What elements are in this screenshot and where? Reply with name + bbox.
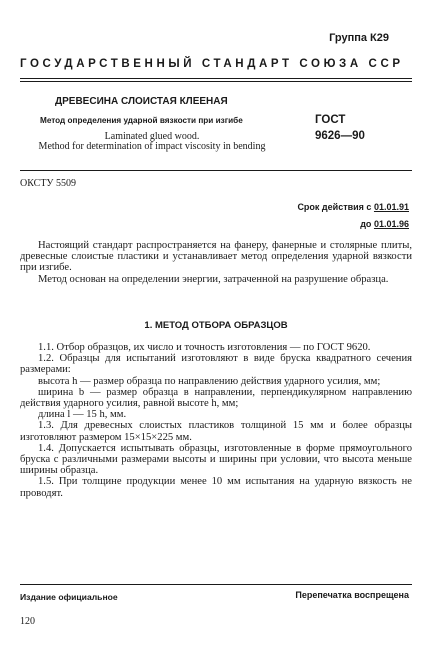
- okstu-code: ОКСТУ 5509: [20, 178, 77, 189]
- paragraph-1-4: 1.4. Допускается испытывать образцы, изготовленные в форме прямоугольного бруска с различными размерами высоты и ширины при условии, что высота меньше ширины образца.: [20, 442, 412, 477]
- gost-designation: [315, 112, 365, 144]
- paragraph-length: длина l — 15 h, мм.: [38, 409, 127, 421]
- validity-to-date: 01.01.96: [373, 219, 409, 229]
- section-1-body: [20, 342, 412, 499]
- intro-paragraph-1: Настоящий стандарт распространяется на фанеру, фанерные и столярные плиты, древесные слоистые пластики и устанавливает метод определения ударной вязкости при изгибе.: [20, 240, 412, 274]
- validity-to-label: до: [360, 219, 372, 229]
- intro-text: [20, 240, 412, 285]
- title-en-line-2: Method for determination of impact viscosity in bending: [38, 141, 266, 152]
- paragraph-width: ширина b — размер образца в направлении, перпендикулярном направлению действия ударного усилия, равной высоте h, мм;: [20, 386, 412, 410]
- reprint-prohibited: Перепечатка воспрещена: [295, 590, 409, 600]
- document-title-ru: ДРЕВЕСИНА СЛОИСТАЯ КЛЕЕНАЯ: [55, 96, 228, 107]
- validity-from-label: Срок действия с: [297, 202, 372, 212]
- document-title-en: [24, 132, 280, 152]
- group-code: Группа К29: [329, 32, 389, 44]
- official-edition: Издание официальное: [20, 592, 118, 602]
- document-method-ru: Метод определения ударной вязкости при изгибе: [40, 116, 243, 125]
- top-rule: [20, 78, 412, 79]
- paragraph-1-2: 1.2. Образцы для испытаний изготовляют в виде бруска квадратного сечения размерами:: [20, 353, 412, 376]
- top-rule-thin: [20, 81, 412, 82]
- validity-period: [297, 199, 409, 233]
- paragraph-1-3: 1.3. Для древесных слоистых пластиков толщиной 15 мм и более образцы изготовляют размером 15×15×225 мм.: [20, 420, 412, 443]
- section-1-heading: 1. МЕТОД ОТБОРА ОБРАЗЦОВ: [144, 320, 288, 331]
- gost-number: 9626—90: [315, 130, 365, 142]
- gost-label: ГОСТ: [315, 114, 346, 126]
- validity-from-date: 01.01.91: [373, 202, 409, 212]
- footer-rule: [20, 584, 412, 585]
- paragraph-1-1: 1.1. Отбор образцов, их число и точность изготовления — по ГОСТ 9620.: [38, 342, 371, 353]
- title-en-line-1: Laminated glued wood.: [104, 131, 200, 142]
- state-standard-header: ГОСУДАРСТВЕННЫЙ СТАНДАРТ СОЮЗА ССР: [20, 58, 404, 70]
- paragraph-height: высота h — размер образца по направлению действия ударного усилия, мм;: [38, 375, 381, 387]
- paragraph-1-5: 1.5. При толщине продукции менее 10 мм испытания на ударную вязкость не проводят.: [20, 476, 412, 499]
- intro-paragraph-2: Метод основан на определении энергии, затраченной на разрушение образца.: [38, 273, 389, 285]
- mid-rule: [20, 170, 412, 171]
- page-number: 120: [20, 616, 35, 627]
